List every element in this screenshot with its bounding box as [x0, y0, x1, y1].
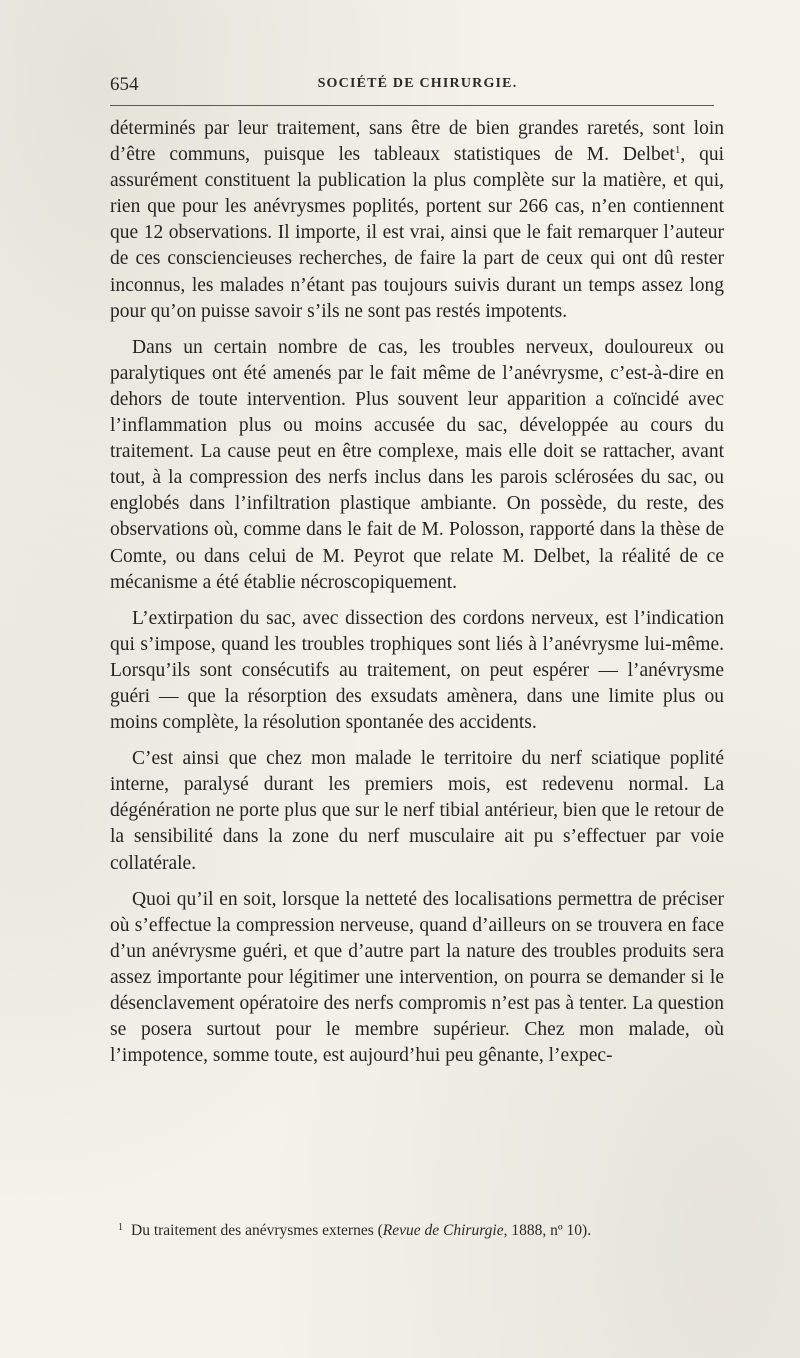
footnote-journal: Revue de Chirurgie: [382, 1222, 504, 1239]
running-title: SOCIÉTÉ DE CHIRURGIE.: [317, 76, 518, 91]
page-header: [110, 74, 725, 96]
footnote: [110, 1218, 724, 1241]
footnote-marker: 1: [118, 1222, 123, 1233]
paragraph-3: L’extirpation du sac, avec dissection des cordons nerveux, est l’indication qui s’impose, quand les troubles trophiques sont liés à l’anévrysme lui-même. Lorsqu’ils sont consécutifs au traitement, on peut espérer — l’anévrysme guéri — que la résorption des exsudats amènera, dans une limite plus ou moins complète, la résolution spontanée des accidents.: [110, 607, 724, 734]
paragraph-5: Quoi qu’il en soit, lorsque la netteté des localisations permettra de préciser où s’effectue la compression nerveuse, quand d’ailleurs on se trouvera en face d’un anévrysme guéri, et que d’autre part la nature des troubles produits sera assez importante pour légitimer une intervention, on pourra se demander si le désenclavement opératoire des nerfs compromis n’est pas à tenter. La question se posera surtout pour le membre supérieur. Chez mon malade, où l’impotence, somme toute, est aujourd’hui peu gênante, l’expec-: [110, 888, 724, 1067]
header-rule: [110, 105, 714, 106]
paragraph-4: C’est ainsi que chez mon malade le territoire du nerf sciatique poplité interne, paralysé durant les premiers mois, est redevenu normal. La dégénération ne porte plus que sur le nerf tibial antérieur, bien que le retour de la sensibilité dans la zone du nerf musculaire ait pu s’effectuer par voie collatérale.: [110, 748, 724, 874]
paragraph-2: Dans un certain nombre de cas, les troubles nerveux, douloureux ou paralytiques ont été amenés par le fait même de l’anévrysme, c’est-à-dire en dehors de toute intervention. Plus souvent leur apparition a coïncidé avec l’inflammation plus ou moins accusée du sac, développée au cours du traitement. La cause peut en être complexe, mais elle doit se rattacher, avant tout, à la compression des nerfs inclus dans les parois sclérosées du sac, ou englobés dans l’infiltration plastique ambiante. On possède, du reste, des observations où, comme dans le fait de M. Polosson, rapporté dans la thèse de Comte, ou dans celui de M. Peyrot que relate M. Delbet, la réalité de ce mécanisme a été établie nécroscopiquement.: [110, 336, 724, 593]
footnote-text-after: , 1888, nº 10).: [503, 1222, 592, 1239]
footnote-text-before: Du traitement des anévrysmes externes (: [131, 1222, 383, 1239]
paragraph-1: [110, 116, 724, 325]
page-number: 654: [110, 74, 139, 95]
paragraph-1-text-b: , qui assurément constituent la publication la plus complète sur la matière, et qui, rien que pour les anévrysmes poplités, portent sur 266 cas, n’en contiennent que 12 observations. Il importe, il est vrai, ainsi que le fait remarquer l’auteur de ces consciencieuses recherches, de faire la part de ceux qui ont dû rester inconnus, les malades n’étant pas toujours suivis durant un temps assez long pour qu’on puisse savoir s’ils ne sont pas restés impotents.: [110, 144, 724, 322]
paragraph-1-text-a: déterminés par leur traitement, sans être de bien grandes raretés, sont loin d’être communs, puisque les tableaux statistiques de M. Delbet: [110, 118, 724, 166]
footnote-reference: 1: [674, 144, 681, 157]
article-body: [110, 116, 724, 1079]
